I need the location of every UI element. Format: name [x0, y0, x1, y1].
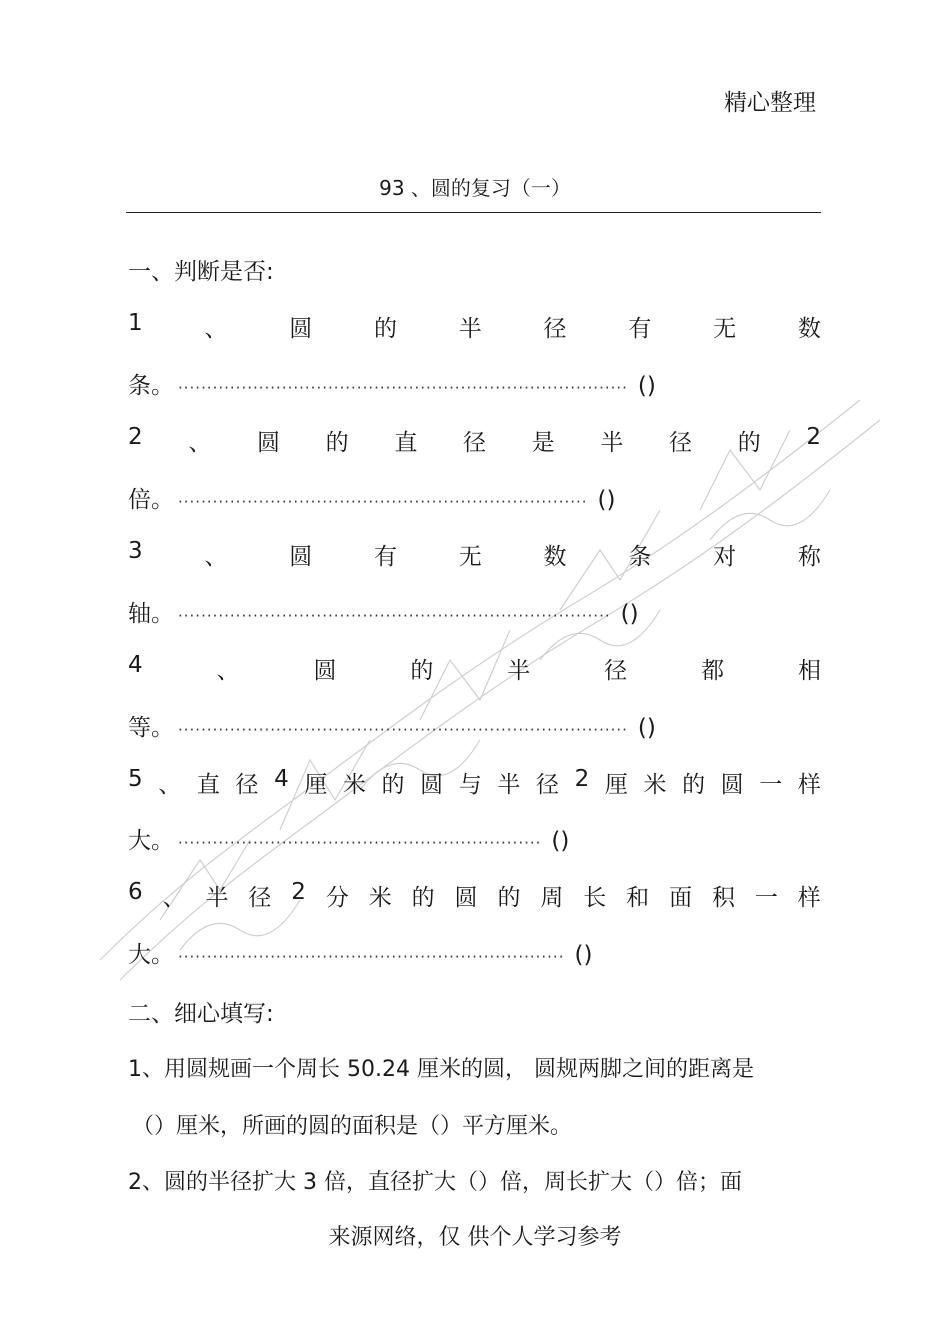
item-char: 5: [128, 766, 143, 792]
item-char: 、: [204, 544, 228, 570]
item-char: 2: [291, 879, 306, 905]
item-char: 的: [325, 430, 349, 456]
item-char: 一: [754, 885, 778, 911]
leader-dots: ···········································································: [178, 607, 611, 625]
item-char: 直: [196, 772, 220, 798]
judge-item-6-line: [128, 879, 821, 912]
judge-item-4-tail: [128, 709, 656, 742]
leader-dots: ··············································································: [178, 379, 628, 397]
item-char: 厘: [604, 772, 628, 798]
page-footer: 来源网络，仅 供个人学习参考: [328, 1225, 622, 1250]
leader-dots: ···································································: [178, 948, 565, 966]
item-char: 半: [497, 772, 521, 798]
item-char: 3: [128, 538, 143, 564]
item-char: 称: [797, 544, 821, 570]
item-char: 圆: [420, 772, 444, 798]
item-char: 径: [248, 885, 272, 911]
item-char: 的: [682, 772, 706, 798]
item-char: 、: [204, 316, 228, 342]
item-char: 、: [158, 772, 182, 798]
item-char: 一: [759, 772, 783, 798]
item-tail-text: 等。: [128, 715, 174, 741]
item-char: 的: [373, 316, 397, 342]
fill-question-1: 1、用圆规画一个周长 50.24 厘米的圆， 圆规两脚之间的距离是: [128, 1057, 754, 1082]
item-char: 径: [235, 772, 259, 798]
answer-blank[interactable]: (): [637, 715, 656, 741]
item-char: 的: [497, 885, 521, 911]
header-label: 精心整理: [724, 90, 816, 116]
item-char: 2: [128, 424, 143, 450]
item-char: 分: [325, 885, 349, 911]
item-tail-text: 倍。: [128, 487, 174, 513]
item-char: 无: [458, 544, 482, 570]
item-char: 有: [628, 316, 652, 342]
fill-question-2: 2、圆的半径扩大 3 倍，直径扩大（）倍，周长扩大（）倍；面: [128, 1170, 742, 1195]
judge-item-2-tail: [128, 481, 616, 514]
item-char: 的: [411, 885, 435, 911]
section-heading-judge: 一、判断是否:: [128, 259, 274, 285]
item-char: 半: [507, 658, 531, 684]
item-char: 圆: [256, 430, 280, 456]
item-char: 2: [574, 766, 590, 792]
item-char: 圆: [289, 316, 313, 342]
judge-item-5-tail: [128, 822, 569, 855]
item-char: 径: [604, 658, 628, 684]
item-tail-text: 大。: [128, 828, 174, 854]
fill-question-1-cont: （）厘米，所画的圆的面积是（）平方厘米。: [132, 1114, 573, 1139]
item-tail-text: 轴。: [128, 601, 174, 627]
item-tail-text: 条。: [128, 373, 174, 399]
item-char: 圆: [289, 544, 313, 570]
title-divider: [126, 212, 821, 213]
item-char: 数: [797, 316, 821, 342]
item-char: 有: [373, 544, 397, 570]
item-char: 米: [342, 772, 366, 798]
leader-dots: ·······································································: [178, 493, 588, 511]
judge-item-6-tail: [128, 936, 592, 969]
judge-item-5-line: [128, 766, 821, 799]
item-char: 径: [463, 430, 486, 456]
item-char: 的: [381, 772, 405, 798]
item-char: 对: [713, 544, 737, 570]
item-char: 、: [216, 658, 240, 684]
item-char: 4: [274, 766, 289, 792]
item-char: 条: [628, 544, 652, 570]
item-char: 2: [806, 424, 821, 450]
leader-dots: ·······························································: [178, 834, 542, 852]
item-char: 面: [669, 885, 693, 911]
answer-blank[interactable]: (): [597, 487, 616, 513]
item-char: 样: [797, 885, 821, 911]
leader-dots: ··············································································: [178, 721, 628, 739]
item-char: 圆: [313, 658, 337, 684]
item-char: 半: [205, 885, 229, 911]
judge-item-2-line: [128, 424, 821, 457]
item-char: 样: [797, 772, 821, 798]
answer-blank[interactable]: (): [637, 373, 656, 399]
item-tail-text: 大。: [128, 942, 174, 968]
item-char: 米: [643, 772, 667, 798]
item-char: 相: [797, 658, 821, 684]
item-char: 6: [128, 879, 143, 905]
item-char: 径: [669, 430, 693, 456]
item-char: 半: [600, 430, 624, 456]
item-char: 1: [128, 310, 143, 336]
answer-blank[interactable]: (): [574, 942, 593, 968]
item-char: 与: [458, 772, 482, 798]
item-char: 径: [535, 772, 559, 798]
item-char: 的: [737, 430, 761, 456]
judge-item-4-line: [128, 652, 821, 685]
section-heading-fill: 二、细心填写:: [128, 1001, 274, 1027]
judge-item-3-tail: [128, 595, 639, 628]
item-char: 无: [713, 316, 737, 342]
judge-item-3-line: [128, 538, 821, 571]
item-char: 圆: [454, 885, 478, 911]
item-char: 和: [626, 885, 650, 911]
item-char: 、: [188, 430, 212, 456]
item-char: 的: [410, 658, 434, 684]
judge-item-1-tail: [128, 367, 656, 400]
answer-blank[interactable]: (): [620, 601, 639, 627]
item-char: 长: [583, 885, 607, 911]
item-char: 径: [543, 316, 567, 342]
judge-item-1-line: [128, 310, 821, 343]
item-char: 圆: [720, 772, 744, 798]
item-char: 厘: [304, 772, 328, 798]
item-char: 周: [540, 885, 564, 911]
item-char: 4: [128, 652, 143, 678]
item-char: 、: [162, 885, 186, 911]
answer-blank[interactable]: (): [551, 828, 570, 854]
page-title: 93 、圆的复习（一）: [379, 176, 571, 200]
item-char: 数: [543, 544, 567, 570]
item-char: 米: [368, 885, 392, 911]
item-char: 半: [458, 316, 482, 342]
item-char: 都: [701, 658, 725, 684]
item-char: 积: [711, 885, 735, 911]
item-char: 直: [394, 430, 418, 456]
item-char: 是: [531, 430, 555, 456]
